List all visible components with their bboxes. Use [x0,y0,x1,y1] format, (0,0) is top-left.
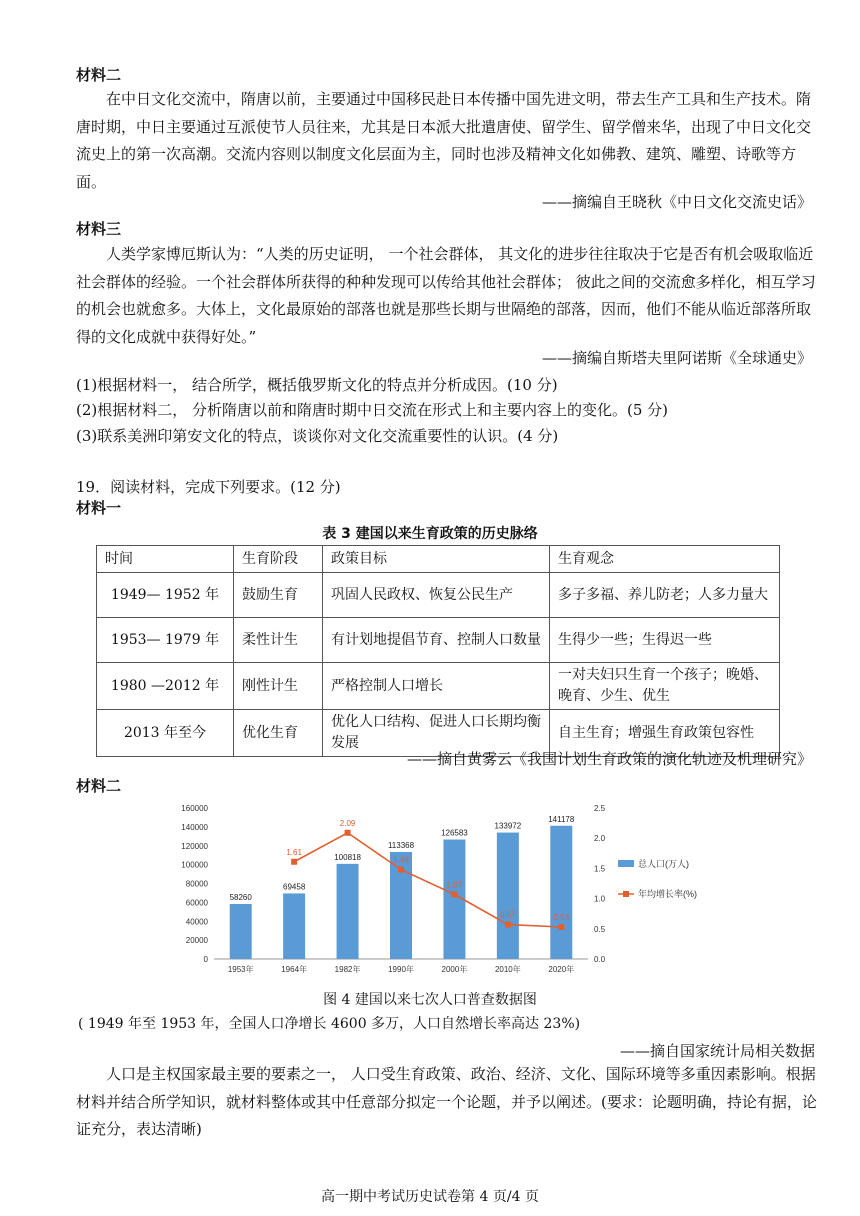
growth-rate-data-label: 0.53 [553,912,570,922]
table-cell: 严格控制人口增长 [323,663,550,710]
figure-note: ( 1949 年至 1953 年，全国人口净增长 4600 多万，人口自然增长率高达 23%) [78,1016,581,1032]
table-cell: 多子多福、养儿防老；人多力量大 [550,573,780,618]
table-cell: 1953— 1979 年 [97,618,234,663]
question-2: (2)根据材料二， 分析隋唐以前和隋唐时期中日交流在形式上和主要内容上的变化。(5 分) [76,401,669,419]
table-header: 生育阶段 [234,546,323,573]
material-2-heading: 材料二 [76,66,122,84]
material-2-source: ——摘编自王晓秋《中日文化交流史话》 [541,193,812,211]
x-tick-label: 1953年 [227,965,254,974]
growth-rate-data-label: 2.09 [339,818,356,828]
population-chart [170,796,730,986]
growth-rate-point [345,830,351,836]
growth-rate-data-label: 0.57 [500,910,516,920]
y-left-tick-label: 140000 [181,822,208,832]
table-cell: 一对夫妇只生育一个孩子；晚婚、晚育、少生、优生 [550,663,780,710]
figure-source: ——摘自国家统计局相关数据 [619,1042,815,1060]
material-3-heading: 材料三 [76,220,122,238]
table-source: ——摘自黄雾云《我国计划生育政策的演化轨迹及机理研究》 [406,750,812,768]
y-left-tick-label: 0 [203,955,208,964]
table-header: 政策目标 [323,546,550,573]
y-left-tick-label: 100000 [181,860,208,870]
y-right-tick-label: 2.5 [594,804,606,813]
question-19-title: 19．阅读材料，完成下列要求。(12 分) [76,478,341,496]
population-bar [337,864,359,959]
table-cell: 2013 年至今 [97,710,234,757]
y-left-tick-label: 80000 [185,879,208,889]
legend-label-growth: 年均增长率(%) [638,889,697,899]
question-1: (1)根据材料一， 结合所学，概括俄罗斯文化的特点并分析成因。(10 分) [76,376,558,394]
material-2-paragraph: 在中日文化交流中，隋唐以前，主要通过中国移民赴日本传播中国先进文明，带去生产工具和生产技术。隋唐时期，中日主要通过互派使节人员往来，尤其是日本派大批遣唐使、留学生、留学僧来华，出现了中日文化交流史上的第一次高潮。交流内容则以制度文化层面为主，同时也涉及精神文化如佛教、建筑、雕塑、诗歌等方面。 [76,90,812,191]
table-cell: 柔性计生 [234,618,323,663]
table-cell: 刚性计生 [234,663,323,710]
population-bar [550,826,572,959]
y-left-tick-label: 120000 [181,841,208,851]
material-3-source: ——摘编自斯塔夫里阿诺斯《全球通史》 [541,349,812,367]
y-left-tick-label: 20000 [185,936,208,946]
growth-rate-point [505,922,511,928]
population-bar [497,833,519,959]
y-right-tick-label: 1.0 [594,894,606,904]
y-left-tick-label: 160000 [181,804,208,813]
x-tick-label: 2000年 [441,965,468,974]
table-cell: 1980 —2012 年 [97,663,234,710]
table-cell: 优化人口结构、促进人口长期均衡发展 [323,710,550,757]
table-row [97,663,780,710]
y-left-tick-label: 40000 [185,917,208,927]
population-data-label: 113368 [387,841,415,851]
population-data-label: 69458 [283,882,306,892]
y-right-tick-label: 0.0 [594,955,606,964]
table-cell: 巩固人民政权、恢复公民生产 [323,573,550,618]
x-tick-label: 2020年 [548,965,575,974]
question-19-prompt: 人口是主权国家最主要的要素之一， 人口受生育政策、政治、经济、文化、国际环境等多重因素影响。根据材料并结合所学知识，就材料整体或其中任意部分拟定一个论题，并予以阐述。(要求：论题明确，持论有据，论证充分，表达清晰) [76,1065,817,1138]
growth-rate-line [294,833,561,927]
y-right-tick-label: 0.5 [594,924,606,934]
population-bar [230,904,252,959]
table-cell: 自主生育；增强生育政策包容性 [550,710,780,757]
x-tick-label: 1982年 [334,965,361,974]
x-tick-label: 1964年 [281,965,308,974]
y-left-tick-label: 60000 [185,898,208,908]
table-cell: 有计划地提倡节育、控制人口数量 [323,618,550,663]
population-data-label: 133972 [494,821,522,831]
growth-rate-data-label: 1.07 [446,880,463,890]
table-header: 时间 [97,546,234,573]
x-tick-label: 1990年 [388,965,414,974]
y-right-tick-label: 1.5 [594,864,606,874]
legend-label-population: 总人口(万人) [638,859,689,869]
table-cell: 1949— 1952 年 [97,573,234,618]
growth-rate-data-label: 1.48 [393,855,409,865]
material-1-heading: 材料一 [76,499,122,517]
table-cell: 优化生育 [234,710,323,757]
table-row [97,573,780,618]
population-data-label: 141178 [548,814,575,824]
population-data-label: 100818 [334,852,361,862]
growth-rate-point [451,891,457,897]
growth-rate-point [558,924,564,930]
page-footer: 高一期中考试历史试卷第 4 页/4 页 [321,1189,539,1205]
figure-caption: 图 4 建国以来七次人口普查数据图 [323,992,537,1008]
material-2b-heading: 材料二 [76,777,122,795]
table-cell: 生得少一些；生得迟一些 [550,618,780,663]
population-bar [283,893,305,959]
x-tick-label: 2010年 [494,965,521,974]
table-cell: 鼓励生育 [234,573,323,618]
y-right-tick-label: 2.0 [594,834,606,844]
table-row [97,618,780,663]
policy-table [96,545,780,757]
growth-rate-point [291,859,297,865]
table-header-row [97,546,780,573]
legend-marker [623,891,629,897]
legend-bar-swatch [618,860,634,867]
growth-rate-data-label: 1.61 [286,847,302,857]
growth-rate-point [398,867,404,873]
material-3-paragraph: 人类学家博厄斯认为：“人类的历史证明， 一个社会群体， 其文化的进步往往取决于它是否有机会吸取临近社会群体的经验。一个社会群体所获得的种种发现可以传给其他社会群体； 彼此之间的交流愈多样化，相互学习的机会也就愈多。大体上，文化最原始的部落也就是那些长期与世隔绝的部落，因而，他们不能从临近部落所取得的文化成就中获得好处。” [76,245,816,346]
table-header: 生育观念 [550,546,780,573]
table-caption: 表 3 建国以来生育政策的历史脉络 [322,526,538,542]
population-data-label: 126583 [441,828,468,838]
population-data-label: 58260 [229,893,252,903]
question-3: (3)联系美洲印第安文化的特点，谈谈你对文化交流重要性的认识。(4 分) [76,427,559,445]
